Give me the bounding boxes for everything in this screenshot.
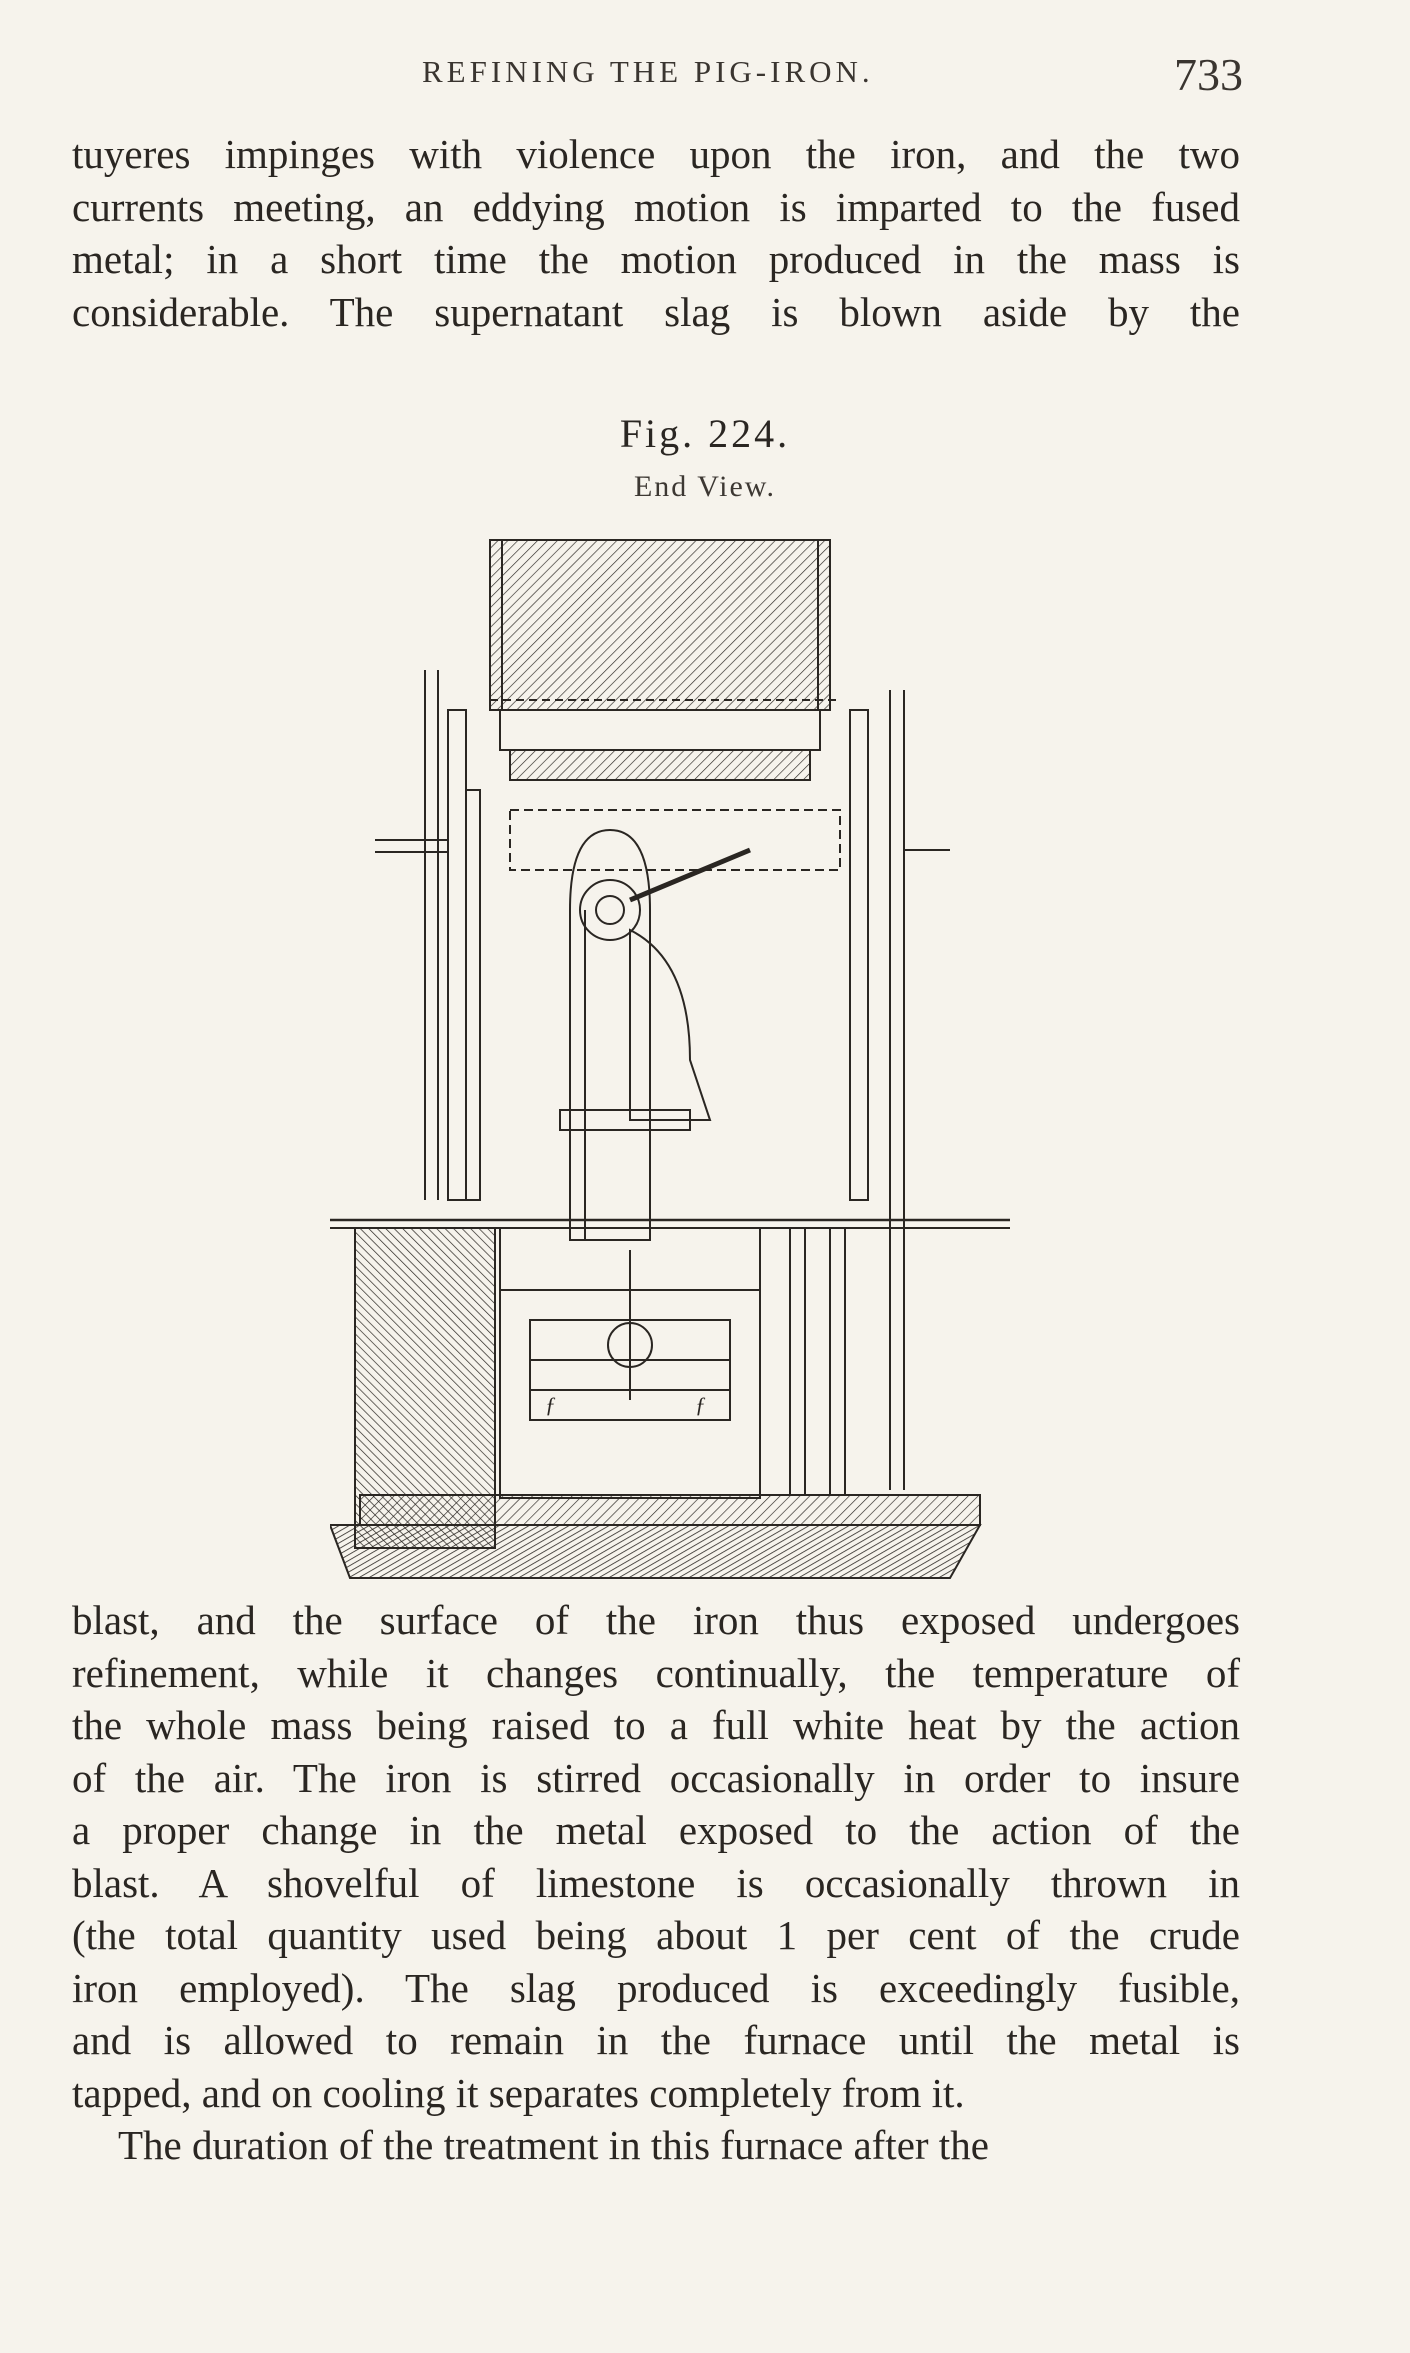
text-line: and is allowed to remain in the furnace until the metal is: [72, 2017, 1240, 2063]
label-f-left: ƒ: [545, 1392, 556, 1417]
text-line: metal; in a short time the motion produced in the mass is: [72, 236, 1240, 282]
text-line: (the total quantity used being about 1 per cent of the crude: [72, 1912, 1240, 1958]
text-line: blast. A shovelful of limestone is occasionally thrown in: [72, 1859, 1240, 1906]
figure-subtitle: End View.: [633, 470, 776, 503]
text-line: currents meeting, an eddying motion is imparted to the fused: [72, 183, 1240, 230]
text-line: refinement, while it changes continually, the temperature of: [72, 1649, 1240, 1696]
page-number: 733: [1174, 49, 1243, 100]
text-line: tuyeres impinges with violence upon the iron, and the two: [72, 131, 1240, 177]
text-line: a proper change in the metal exposed to the action of the: [72, 1807, 1240, 1853]
paragraph-1: [72, 128, 1240, 338]
text-line: tapped, and on cooling it separates completely from it.: [72, 2069, 965, 2116]
text-line: The duration of the treatment in this furnace after the: [118, 2122, 989, 2168]
hood-block: [490, 540, 830, 710]
furnace-drawing: [330, 520, 1010, 1580]
running-head: [0, 48, 1410, 108]
text-line: blast, and the surface of the iron thus exposed undergoes: [72, 1597, 1240, 1643]
text-line: the whole mass being raised to a full white heat by the action: [72, 1702, 1240, 1748]
text-line: of the air. The iron is stirred occasionally in order to insure: [72, 1754, 1240, 1801]
furnace-end-view-figure: [330, 520, 1010, 1580]
running-title: REFINING THE PIG-IRON.: [422, 54, 874, 89]
paragraph-2: [72, 1594, 1240, 2172]
label-f-right: ƒ: [695, 1392, 706, 1417]
text-line: iron employed). The slag produced is exceedingly fusible,: [72, 1964, 1240, 2011]
text-line: considerable. The supernatant slag is blown aside by the: [72, 288, 1240, 335]
figure-caption: Fig. 224.: [619, 411, 791, 456]
